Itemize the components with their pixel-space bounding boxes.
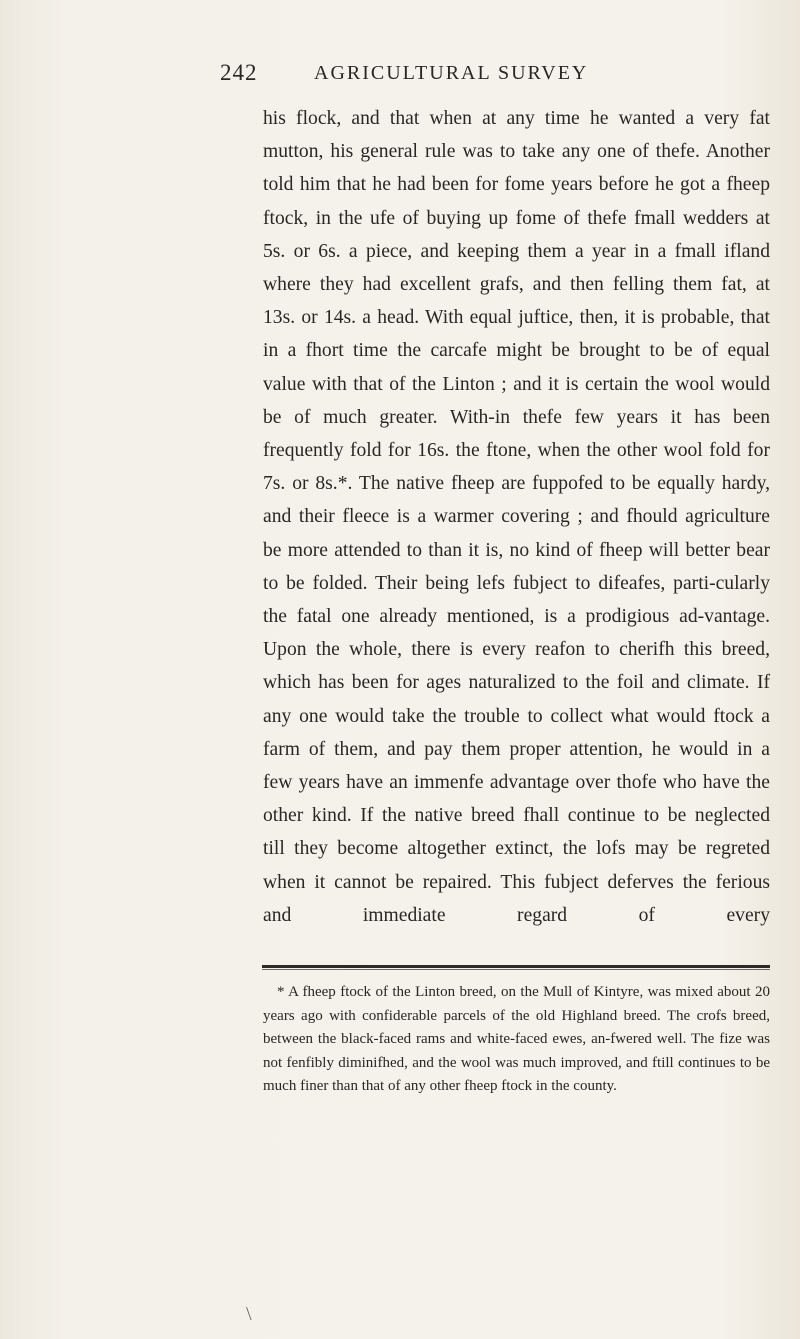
- page-header: [220, 60, 760, 94]
- page-number: 242: [220, 60, 258, 85]
- running-head: AGRICULTURAL SURVEY: [314, 62, 589, 84]
- footnote-rule: [262, 965, 770, 970]
- footnote: * A fheep ftock of the Linton breed, on the Mull of Kintyre, was mixed about 20 years ago with confiderable parcels of the old Highland breed. The crofs breed, between the black-faced rams and white-faced ewes, an-fwered well. The fize was not fenfibly diminifhed, and the wool was much improved, and ftill continues to be much finer than that of any other fheep ftock in the county.: [263, 984, 770, 1094]
- body-paragraph: his flock, and that when at any time he wanted a very fat mutton, his general rule was to take any one of thefe. Another told him that he had been for fome years before he got a fheep ftock, in the ufe of buying up fome of thefe fmall wedders at 5s. or 6s. a piece, and keeping them a year in a fmall ifland where they had excellent grafs, and then felling them fat, at 13s. or 14s. a head. With equal juftice, then, it is probable, that in a fhort time the carcafe might be brought to be of equal value with that of the Linton ; and it is certain the wool would be of much greater. With-in thefe few years it has been frequently fold for 16s. the ftone, when the other wool fold for 7s. or 8s.*. The native fheep are fuppofed to be equally hardy, and their fleece is a warmer covering ; and fhould agriculture be more attended to than it is, no kind of fheep will better bear to be folded. Their being lefs fubject to difeafes, parti-cularly the fatal one already mentioned, is a prodigious ad-vantage. Upon the whole, there is every reafon to cherifh this breed, which has been for ages naturalized to the foil and climate. If any one would take the trouble to collect what would ftock a farm of them, and pay them proper attention, he would in a few years have an immenfe advantage over thofe who have the other kind. If the native breed fhall continue to be neglected till they become altogether extinct, the lofs may be regreted when it cannot be repaired. This fubject deferves the ferious and immediate regard of every: [263, 108, 770, 926]
- margin-mark: \: [246, 1303, 252, 1325]
